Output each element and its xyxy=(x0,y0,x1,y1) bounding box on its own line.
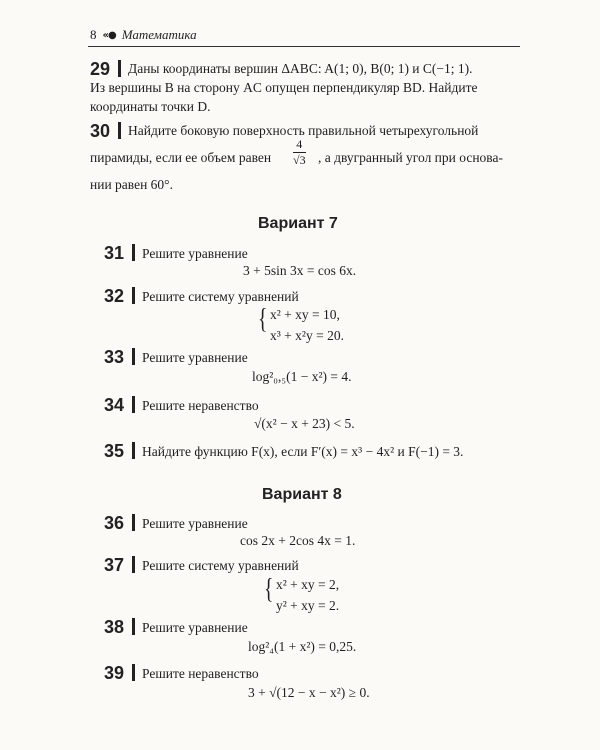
problem-33-text: Решите уравнение xyxy=(142,350,248,365)
variant-8-heading: Вариант 8 xyxy=(262,486,342,503)
problem-29-line3: координаты точки D. xyxy=(90,99,211,114)
problem-bar xyxy=(132,396,135,413)
problem-36-text: Решите уравнение xyxy=(142,516,248,531)
problem-30-line2b: , а двугранный угол при основа- xyxy=(318,150,503,165)
problem-number-29: 29 xyxy=(90,59,111,79)
problem-30-line3: нии равен 60°. xyxy=(90,177,173,192)
problem-33-formula: log²₀,₅(1 − x²) = 4. xyxy=(252,369,352,384)
problem-number-39: 39 xyxy=(104,663,125,683)
system-brace: { xyxy=(264,574,274,605)
problem-36-formula: cos 2x + 2cos 4x = 1. xyxy=(240,533,356,548)
problem-34-text: Решите неравенство xyxy=(142,398,259,413)
volume-fraction xyxy=(293,137,306,168)
problem-32-text: Решите систему уравнений xyxy=(142,289,299,304)
problem-bar xyxy=(132,287,135,304)
problem-bar xyxy=(132,618,135,635)
problem-bar xyxy=(132,664,135,681)
header-rule xyxy=(88,46,520,47)
problem-31-formula: 3 + 5sin 3x = cos 6x. xyxy=(243,263,357,278)
problem-number-31: 31 xyxy=(104,243,125,263)
problem-38-formula: log²₄(1 + x²) = 0,25. xyxy=(248,639,357,654)
subject-title: Математика xyxy=(121,27,197,42)
problem-bar xyxy=(132,514,135,531)
problem-32-eq1: x² + xy = 10, xyxy=(270,307,340,322)
problem-29-line1: Даны координаты вершин ΔABC: A(1; 0), B(0; 1) и C(−1; 1). xyxy=(128,61,473,76)
problem-35-text: Найдите функцию F(x), если F′(x) = x³ − 4x² и F(−1) = 3. xyxy=(142,444,464,459)
problem-number-34: 34 xyxy=(104,395,125,415)
problem-number-38: 38 xyxy=(104,617,125,637)
problem-39-formula: 3 + √(12 − x − x²) ≥ 0. xyxy=(248,685,370,700)
system-brace: { xyxy=(258,304,268,335)
problem-bar xyxy=(118,60,121,77)
problem-37-eq1: x² + xy = 2, xyxy=(276,577,340,592)
problem-37-text: Решите систему уравнений xyxy=(142,558,299,573)
variant-7-heading: Вариант 7 xyxy=(258,215,338,232)
problem-number-30: 30 xyxy=(90,121,111,141)
problem-number-36: 36 xyxy=(104,513,125,533)
problem-bar xyxy=(132,244,135,261)
problem-bar xyxy=(132,556,135,573)
page-number: 8 xyxy=(90,27,97,42)
problem-29-line2: Из вершины B на сторону AC опущен перпендикуляр BD. Найдите xyxy=(90,80,478,95)
fraction-numerator: 4 xyxy=(293,137,306,153)
problem-39-text: Решите неравенство xyxy=(142,666,259,681)
problem-34-formula: √(x² − x + 23) < 5. xyxy=(254,416,355,431)
problem-bar xyxy=(132,442,135,459)
problem-number-35: 35 xyxy=(104,441,125,461)
page-header xyxy=(90,27,197,43)
problem-bar xyxy=(132,348,135,365)
problem-30-line2a: пирамиды, если ее объем равен xyxy=(90,150,272,165)
fraction-denominator: √3 xyxy=(293,153,306,167)
problem-37-eq2: y² + xy = 2. xyxy=(276,598,340,613)
problem-32-eq2: x³ + x²y = 20. xyxy=(270,328,344,343)
problem-bar xyxy=(118,122,121,139)
problem-30-line1: Найдите боковую поверхность правильной четырехугольной xyxy=(128,123,479,138)
problem-number-32: 32 xyxy=(104,286,125,306)
problem-38-text: Решите уравнение xyxy=(142,620,248,635)
problem-number-33: 33 xyxy=(104,347,125,367)
problem-31-text: Решите уравнение xyxy=(142,246,248,261)
header-mark-icon: «● xyxy=(102,29,116,41)
problem-number-37: 37 xyxy=(104,555,125,575)
